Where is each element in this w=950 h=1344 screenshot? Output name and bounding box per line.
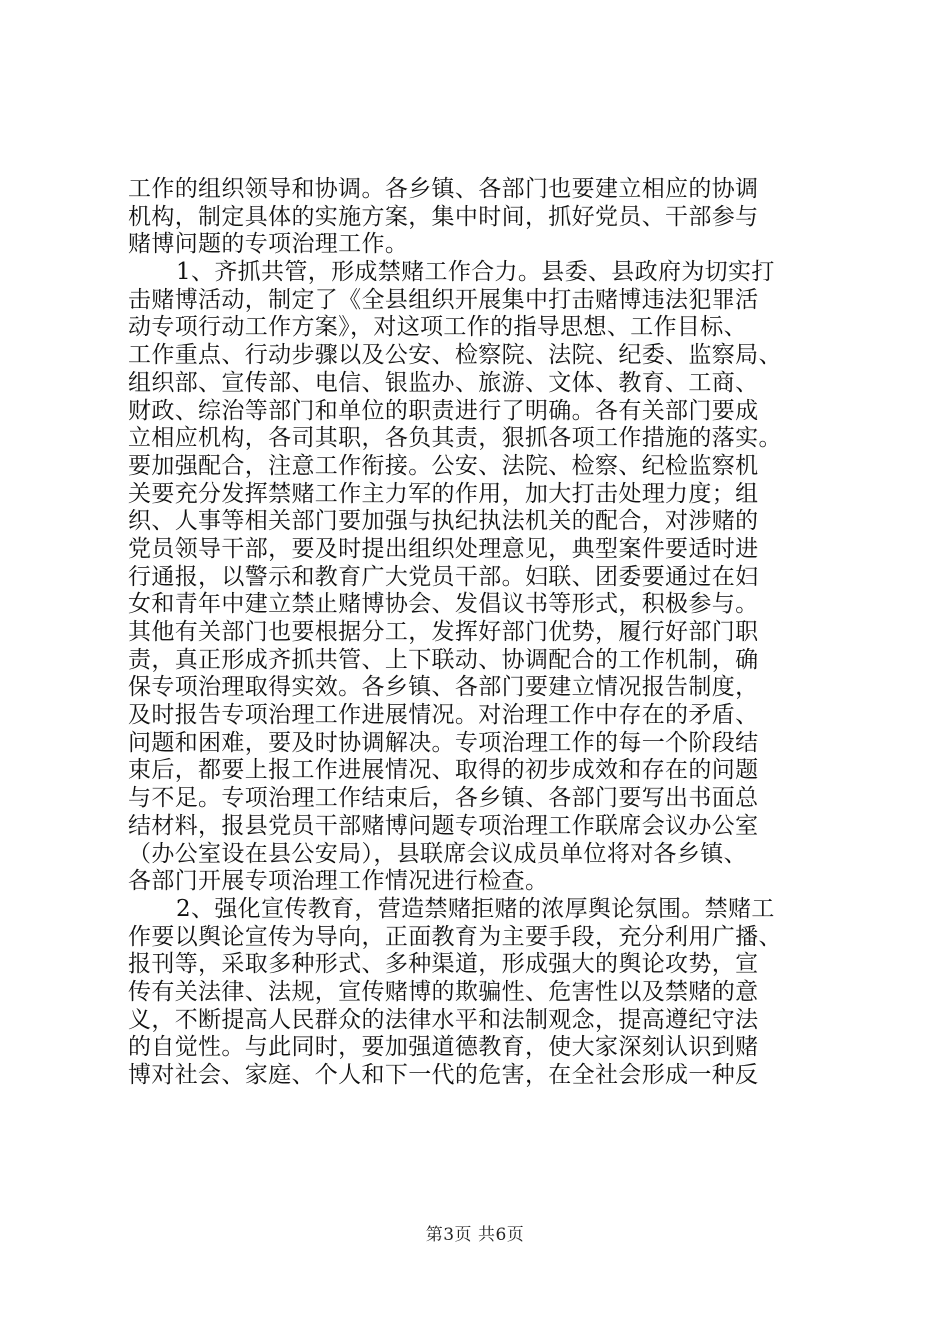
- text-line: 结材料，报县党员干部赌博问题专项治理工作联席会议办公室: [128, 812, 759, 839]
- text-line: 党员领导干部，要及时提出组织处理意见，典型案件要适时进: [128, 535, 759, 562]
- text-line: 各部门开展专项治理工作情况进行检查。: [128, 868, 549, 895]
- text-line: 其他有关部门也要根据分工，发挥好部门优势，履行好部门职: [128, 619, 759, 645]
- text-line: 立相应机构，各司其职，各负其责，狠抓各项工作措施的落实。: [128, 425, 782, 452]
- text-line: 要加强配合，注意工作衔接。公安、法院、检察、纪检监察机: [128, 452, 759, 479]
- document-body: [128, 176, 832, 1090]
- text-line: 财政、综治等部门和单位的职责进行了明确。各有关部门要成: [128, 397, 759, 424]
- text-line: 问题和困难，要及时协调解决。专项治理工作的每一个阶段结: [128, 729, 759, 756]
- text-line: 义，不断提高人民群众的法律水平和法制观念，提高遵纪守法: [128, 1006, 759, 1033]
- text-line: 行通报，以警示和教育广大党员干部。妇联、团委要通过在妇: [128, 563, 759, 590]
- text-line: 工作重点、行动步骤以及公安、检察院、法院、纪委、监察局、: [128, 342, 782, 369]
- text-line: 及时报告专项治理工作进展情况。对治理工作中存在的矛盾、: [128, 702, 759, 729]
- text-line: 机构，制定具体的实施方案，集中时间，抓好党员、干部参与: [128, 203, 759, 230]
- text-line: 博对社会、家庭、个人和下一代的危害，在全社会形成一种反: [128, 1062, 759, 1088]
- text-line: 关要充分发挥禁赌工作主力军的作用，加大打击处理力度；组: [128, 480, 759, 507]
- text-line: 保专项治理取得实效。各乡镇、各部门要建立情况报告制度，: [128, 674, 759, 701]
- text-line: 组织部、宣传部、电信、银监办、旅游、文体、教育、工商、: [128, 369, 759, 396]
- paragraph-start-line: 1、齐抓共管，形成禁赌工作合力。县委、县政府为切实打: [176, 259, 775, 286]
- text-line: 工作的组织领导和协调。各乡镇、各部门也要建立相应的协调: [128, 176, 759, 202]
- text-line: 束后，都要上报工作进展情况、取得的初步成效和存在的问题: [128, 757, 759, 784]
- text-line: 击赌博活动，制定了《全县组织开展集中打击赌博违法犯罪活: [128, 286, 759, 313]
- text-line: 织、人事等相关部门要加强与执纪执法机关的配合，对涉赌的: [128, 508, 759, 535]
- text-line: 与不足。专项治理工作结束后，各乡镇、各部门要写出书面总: [128, 785, 759, 812]
- text-line: 报刊等，采取多种形式、多种渠道，形成强大的舆论攻势，宣: [128, 951, 759, 978]
- paragraph-start-line: 2、强化宣传教育，营造禁赌拒赌的浓厚舆论氛围。禁赌工: [176, 895, 775, 922]
- text-line: （办公室设在县公安局），县联席会议成员单位将对各乡镇、: [128, 840, 747, 867]
- text-line: 赌博问题的专项治理工作。: [128, 231, 409, 258]
- text-line: 的自觉性。与此同时，要加强道德教育，使大家深刻认识到赌: [128, 1034, 759, 1061]
- text-line: 传有关法律、法规，宣传赌博的欺骗性、危害性以及禁赌的意: [128, 978, 759, 1005]
- text-line: 动专项行动工作方案》，对这项工作的指导思想、工作目标、: [128, 314, 747, 341]
- page-number-footer: 第3页 共6页: [425, 1225, 525, 1245]
- text-line: 责，真正形成齐抓共管、上下联动、协调配合的工作机制，确: [128, 646, 759, 673]
- text-line: 女和青年中建立禁止赌博协会、发倡议书等形式，积极参与。: [128, 591, 759, 618]
- text-line: 作要以舆论宣传为导向，正面教育为主要手段，充分利用广播、: [128, 923, 782, 950]
